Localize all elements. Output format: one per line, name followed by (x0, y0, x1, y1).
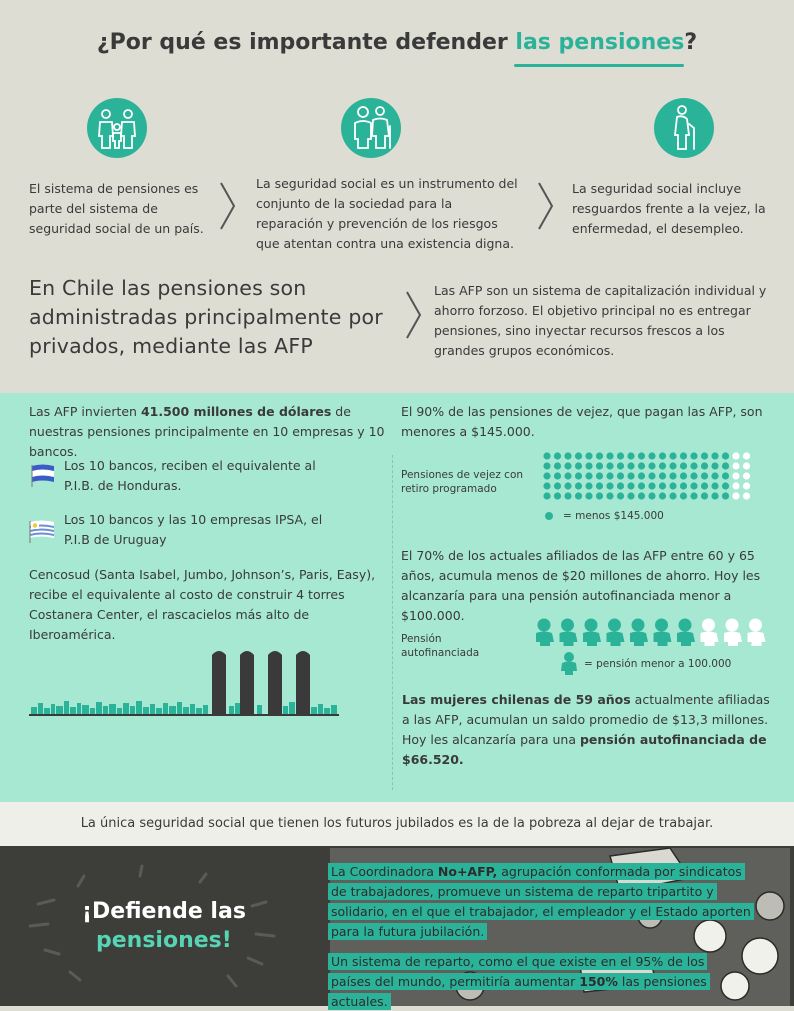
pension-label: Pensión autofinanciada (401, 633, 480, 659)
dot-filled (617, 492, 624, 499)
chevron-right-icon (536, 181, 556, 231)
dot-filled (627, 492, 634, 499)
dot-filled (711, 472, 718, 479)
chevron-right-icon (218, 181, 238, 231)
person-legend-icon (560, 651, 578, 675)
dot-filled (564, 452, 571, 459)
dot-filled (669, 472, 676, 479)
person-icon-empty (701, 619, 719, 647)
women-text: Las mujeres chilenas de 59 años actualmente afiliadas a las AFP, acumulan un saldo promedio de $13,3 millones. Hoy les alcanzaría para una pensión autofinanciada de $66.520. (402, 692, 770, 767)
dot-empty (732, 452, 739, 459)
dot-filled (585, 462, 592, 469)
dot-empty (732, 492, 739, 499)
dot-filled (543, 482, 550, 489)
dot-filled (585, 452, 592, 459)
pct70-text: El 70% de los actuales afiliados de las AFP entre 60 y 65 años, acumula menos de $20 millones de ahorro. Hoy les alcanzaría para una pensión autofinanciada menor a $100.000. (401, 548, 761, 623)
dot-filled (627, 462, 634, 469)
cencosud-text: Cencosud (Santa Isabel, Jumbo, Johnson’s, Paris, Easy), recibe el equivalente al costo de construir 4 torres Costanera Center, el rascacielos más alto de Iberoamérica. (29, 567, 376, 642)
dot-filled (648, 492, 655, 499)
teal-dot-legend-icon (544, 511, 554, 521)
dot-filled (690, 462, 697, 469)
dots-legend: = menos $145.000 (563, 510, 664, 522)
dot-filled (638, 452, 645, 459)
dot-filled (659, 452, 666, 459)
dot-filled (680, 462, 687, 469)
dot-filled (617, 482, 624, 489)
dot-filled (627, 482, 634, 489)
dot-filled (659, 462, 666, 469)
dot-empty (743, 472, 750, 479)
dot-filled (638, 472, 645, 479)
dot-filled (606, 462, 613, 469)
dot-filled (648, 462, 655, 469)
dot-filled (575, 472, 582, 479)
dot-empty (732, 482, 739, 489)
dot-filled (690, 482, 697, 489)
dot-filled (638, 482, 645, 489)
dot-filled (606, 492, 613, 499)
person-icon-filled (560, 619, 578, 647)
dot-filled (680, 492, 687, 499)
dot-filled (701, 492, 708, 499)
dot-empty (732, 462, 739, 469)
elderly-icon (654, 98, 714, 158)
dot-filled (680, 472, 687, 479)
dot-filled (596, 482, 603, 489)
person-icon-filled (583, 619, 601, 647)
dot-filled (648, 472, 655, 479)
dot-filled (617, 452, 624, 459)
dot-filled (701, 462, 708, 469)
dot-filled (690, 472, 697, 479)
dot-filled (659, 482, 666, 489)
pension-legend: = pensión menor a 100.000 (584, 658, 732, 670)
dot-filled (575, 492, 582, 499)
dots-label: Pensiones de vejez con retiro programado (401, 469, 524, 495)
dot-filled (638, 462, 645, 469)
dot-filled (617, 462, 624, 469)
uruguay-flag-icon (28, 518, 56, 544)
defiende-heading: ¡Defiende las (82, 899, 246, 924)
title-underline (514, 64, 684, 67)
dot-filled (659, 472, 666, 479)
dot-filled (596, 472, 603, 479)
dot-filled (564, 462, 571, 469)
dot-filled (669, 492, 676, 499)
dot-filled (554, 462, 561, 469)
coordinadora-text: La Coordinadora No+AFP, agrupación conformada por sindicatos de trabajadores, promueve un sistema de reparto tripartito y solidario, en el que el trabajador, el empleador y el Estado aporten para la futura jubilación. (328, 861, 758, 941)
dot-filled (554, 452, 561, 459)
page-title: ¿Por qué es importante defender las pensiones? (96, 30, 698, 55)
dot-filled (543, 462, 550, 469)
dot-filled (669, 452, 676, 459)
dot-filled (554, 482, 561, 489)
dot-filled (722, 482, 729, 489)
dot-filled (596, 462, 603, 469)
person-icon-filled (630, 619, 648, 647)
dot-filled (680, 452, 687, 459)
poverty-text: La única seguridad social que tienen los futuros jubilados es la de la pobreza al dejar de trabajar. (80, 816, 714, 831)
dot-empty (743, 482, 750, 489)
defiende-heading-accent: pensiones! (96, 928, 232, 953)
dot-filled (690, 452, 697, 459)
dot-filled (659, 492, 666, 499)
dot-filled (554, 492, 561, 499)
column-text-2: La seguridad social es un instrumento del conjunto de la sociedad para la reparación y prevención de los riesgos que atentan contra una existencia digna. (256, 176, 518, 251)
dot-filled (722, 452, 729, 459)
person-icon-empty (748, 619, 766, 647)
dot-filled (596, 452, 603, 459)
dot-filled (638, 492, 645, 499)
dot-filled (585, 472, 592, 479)
column-text-3: La seguridad social incluye resguardos frente a la vejez, la enfermedad, el desempleo. (572, 181, 766, 236)
couple-icon (341, 98, 401, 158)
chevron-right-icon (404, 290, 424, 340)
dot-filled (722, 462, 729, 469)
dot-filled (627, 452, 634, 459)
dot-empty (743, 462, 750, 469)
dot-filled (669, 462, 676, 469)
afp-description: Las AFP son un sistema de capitalización individual y ahorro forzoso. El objetivo principal no es entregar pensiones, sino inyectar recursos frescos a los grandes grupos económicos. (434, 283, 767, 358)
dot-filled (564, 482, 571, 489)
chile-heading: En Chile las pensiones son administradas principalmente por privados, mediante las AFP (29, 276, 383, 358)
dot-filled (575, 462, 582, 469)
dot-filled (680, 482, 687, 489)
dot-filled (606, 452, 613, 459)
skyline-illustration (29, 645, 339, 717)
invest-text: Las AFP invierten 41.500 millones de dólares de nuestras pensiones principalmente en 10 empresas y 10 bancos. (29, 404, 385, 459)
dot-filled (575, 452, 582, 459)
person-icon-filled (677, 619, 695, 647)
dot-filled (711, 462, 718, 469)
honduras-text: Los 10 bancos, reciben el equivalente al P.I.B. de Honduras. (64, 458, 316, 493)
column-text-1: El sistema de pensiones es parte del sistema de seguridad social de un país. (29, 181, 204, 236)
dot-empty (743, 452, 750, 459)
person-icon-filled (654, 619, 672, 647)
pct90-text: El 90% de las pensiones de vejez, que pagan las AFP, son menores a $145.000. (401, 404, 763, 439)
family-icon (87, 98, 147, 158)
dot-empty (732, 472, 739, 479)
dot-filled (564, 472, 571, 479)
dot-filled (648, 482, 655, 489)
dot-filled (585, 482, 592, 489)
dot-filled (627, 472, 634, 479)
dot-filled (564, 492, 571, 499)
dot-filled (554, 472, 561, 479)
reparto-text: Un sistema de reparto, como el que existe en el 95% de los países del mundo, permitiría aumentar 150% las pensiones actuales. (328, 951, 748, 1011)
dot-filled (606, 482, 613, 489)
person-icon-filled (607, 619, 625, 647)
person-icon-chart (533, 615, 773, 647)
dot-filled (711, 482, 718, 489)
dot-filled (722, 492, 729, 499)
dot-filled (701, 472, 708, 479)
dot-filled (690, 492, 697, 499)
column-divider (392, 455, 393, 790)
dot-filled (606, 472, 613, 479)
dot-filled (701, 452, 708, 459)
dot-filled (722, 472, 729, 479)
dot-matrix-chart (541, 450, 756, 502)
dot-filled (543, 472, 550, 479)
dot-filled (543, 452, 550, 459)
person-icon-empty (724, 619, 742, 647)
dot-filled (617, 472, 624, 479)
dot-filled (543, 492, 550, 499)
dot-filled (669, 482, 676, 489)
person-icon-filled (536, 619, 554, 647)
uruguay-text: Los 10 bancos y las 10 empresas IPSA, el P.I.B de Uruguay (64, 512, 323, 547)
dot-filled (585, 492, 592, 499)
dot-filled (711, 452, 718, 459)
dot-empty (743, 492, 750, 499)
dot-filled (648, 452, 655, 459)
dot-filled (596, 492, 603, 499)
dot-filled (701, 482, 708, 489)
dot-filled (575, 482, 582, 489)
dot-filled (711, 492, 718, 499)
honduras-flag-icon (30, 462, 56, 488)
